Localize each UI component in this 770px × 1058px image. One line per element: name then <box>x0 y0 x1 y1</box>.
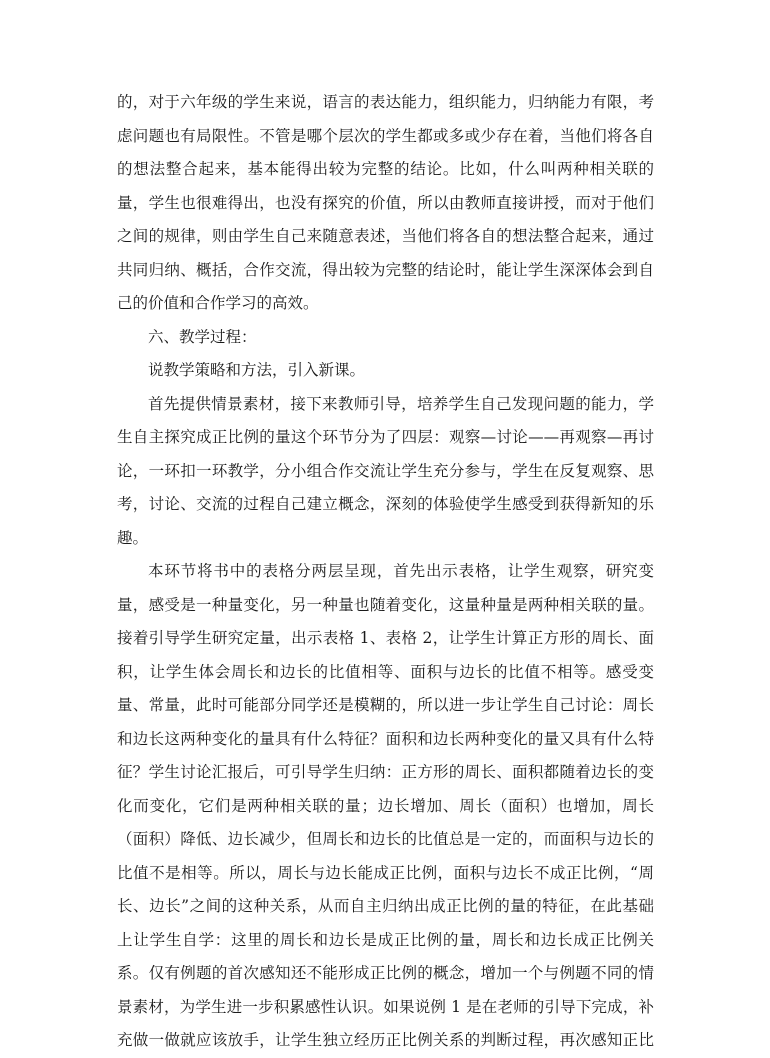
text-line: 上让学生自学：这里的周长和边长是成正比例的量，周长和边长成正比例关 <box>117 930 654 949</box>
text-line: 景素材，为学生进一步积累感性认识。如果说例 1 是在老师的引导下完成，补 <box>117 997 654 1016</box>
text-line: 充做一做就应该放手，让学生独立经历正比例关系的判断过程，再次感知正比 <box>117 1031 654 1049</box>
paragraph <box>117 321 654 355</box>
text-line: 共同归纳、概括，合作交流，得出较为完整的结论时，能让学生深深体会到自 <box>117 260 654 279</box>
text-line: 量，感受是一种量变化，另一种量也随着变化，这量种量是两种相关联的量。 <box>117 595 654 614</box>
text-line: 考，讨论、交流的过程自己建立概念，深刻的体验使学生感受到获得新知的乐 <box>117 495 654 513</box>
paragraph <box>117 555 654 1058</box>
text-line: 本环节将书中的表格分两层呈现，首先出示表格，让学生观察，研究变 <box>148 562 654 580</box>
paragraph <box>117 86 654 321</box>
text-line: 虑问题也有局限性。不管是哪个层次的学生都或多或少存在着，当他们将各自 <box>117 126 654 145</box>
text-line: 首先提供情景素材，接下来教师引导，培养学生自己发现问题的能力，学 <box>148 394 654 413</box>
text-line: 六、教学过程： <box>148 327 257 346</box>
paragraph <box>117 388 654 556</box>
text-line: 生自主探究成正比例的量这个环节分为了四层：观察—讨论——再观察—再讨 <box>117 428 654 446</box>
text-line: 己的价值和合作学习的高效。 <box>117 294 319 312</box>
text-line: 之间的规律，则由学生自己来随意表述，当他们将各自的想法整合起来，通过 <box>117 227 654 245</box>
text-line: 接着引导学生研究定量，出示表格 1、表格 2，让学生计算正方形的周长、面 <box>117 629 654 647</box>
text-line: 系。仅有例题的首次感知还不能形成正比例的概念，增加一个与例题不同的情 <box>117 964 654 982</box>
text-line: 和边长这两种变化的量具有什么特征？面积和边长两种变化的量又具有什么特 <box>117 729 654 748</box>
text-line: 说教学策略和方法，引入新课。 <box>148 361 366 379</box>
text-line: 的，对于六年级的学生来说，语言的表达能力，组织能力，归纳能力有限，考 <box>117 93 654 111</box>
text-line: 比值不是相等。所以，周长与边长能成正比例，面积与边长不成正比例，“周 <box>117 863 654 882</box>
text-line: 积，让学生体会周长和边长的比值相等、面积与边长的比值不相等。感受变 <box>117 662 654 681</box>
text-line: （面积）降低、边长减少，但周长和边长的比值总是一定的，而面积与边长的 <box>117 830 654 848</box>
text-line: 长、边长”之间的这种关系，从而自主归纳出成正比例的量的特征，在此基础 <box>117 897 654 915</box>
text-line: 化而变化，它们是两种相关联的量；边长增加、周长（面积）也增加，周长 <box>117 796 654 815</box>
text-line: 趣。 <box>117 528 149 547</box>
text-line: 量，学生也很难得出，也没有探究的价值，所以由教师直接讲授，而对于他们 <box>117 193 654 212</box>
paragraph <box>117 354 654 388</box>
text-line: 的想法整合起来，基本能得出较为完整的结论。比如，什么叫两种相关联的 <box>117 160 654 178</box>
text-line: 征？学生讨论汇报后，可引导学生归纳：正方形的周长、面积都随着边长的变 <box>117 763 654 781</box>
text-line: 论，一环扣一环教学，分小组合作交流让学生充分参与，学生在反复观察、思 <box>117 461 654 480</box>
text-line: 量、常量，此时可能部分同学还是模糊的，所以进一步让学生自己讨论：周长 <box>117 696 654 714</box>
body-text <box>117 86 654 1058</box>
